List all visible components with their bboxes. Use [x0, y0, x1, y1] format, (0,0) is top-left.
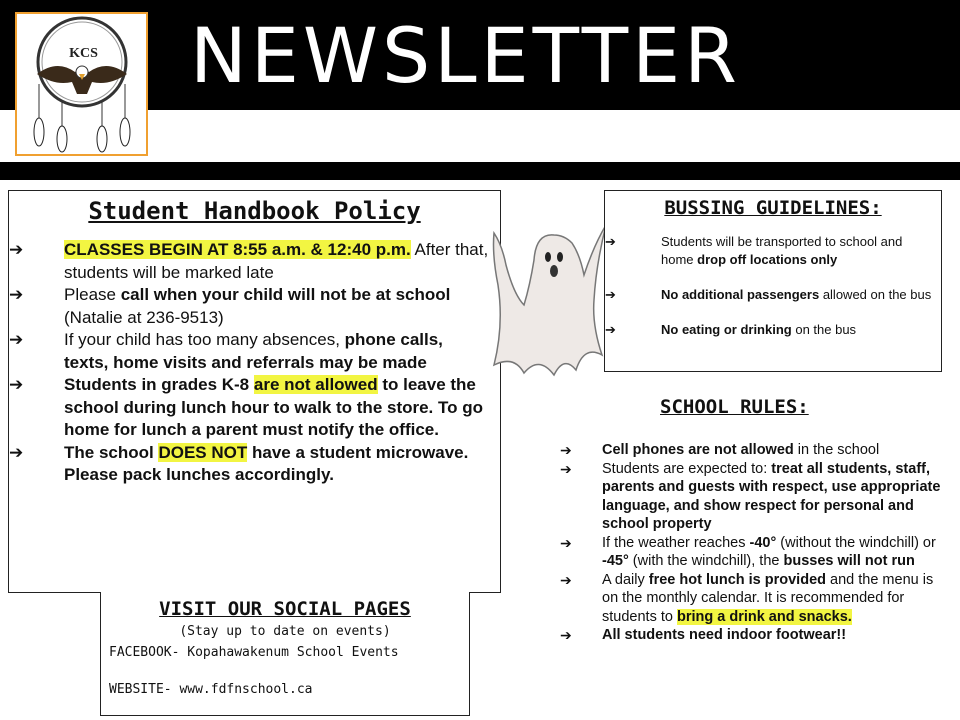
social-pages-box [100, 592, 470, 716]
dreamcatcher-eagle-logo [17, 14, 147, 154]
list-item [9, 442, 490, 487]
list-item [560, 460, 950, 534]
logo-text: KCS [69, 46, 98, 61]
list-item [9, 374, 490, 442]
item-text: The school [64, 442, 159, 462]
item-text: No eating or drinking [661, 322, 792, 337]
page-title: NEWSLETTER [190, 11, 741, 100]
bussing-heading: BUSSING GUIDELINES: [664, 197, 882, 219]
item-text: in the school [793, 442, 880, 458]
highlighted-text: are not allowed [253, 375, 378, 394]
item-text: No additional passengers [661, 287, 820, 302]
handbook-list [9, 239, 490, 487]
arrow-right-icon: ➔ [9, 442, 24, 462]
website-line: WEBSITE- www.fdfnschool.ca [109, 682, 313, 697]
item-text: Students in grades K-8 [64, 375, 254, 394]
bussing-list [605, 233, 941, 339]
arrow-right-icon: ➔ [9, 240, 24, 259]
list-item [560, 626, 950, 645]
item-text: Students will be transported to school and home [661, 234, 903, 267]
arrow-right-icon: ➔ [560, 534, 572, 551]
list-item [560, 441, 950, 460]
item-text: Please [64, 285, 121, 304]
item-text: -45° [602, 553, 629, 569]
arrow-right-icon: ➔ [560, 571, 572, 588]
handbook-policy-box [8, 190, 501, 593]
list-item [605, 286, 941, 304]
item-text: If your child has too many absences, [64, 330, 345, 349]
item-text: (without the windchill) or [776, 534, 936, 551]
list-item [560, 571, 950, 627]
arrow-right-icon: ➔ [605, 234, 616, 249]
arrow-right-icon: ➔ [560, 460, 572, 477]
arrow-right-icon: ➔ [560, 442, 572, 458]
arrow-right-icon: ➔ [605, 287, 616, 302]
list-item [9, 329, 490, 374]
item-text: allowed on the bus [819, 287, 932, 302]
list-item [605, 233, 941, 269]
arrow-right-icon: ➔ [605, 322, 616, 337]
item-text: treat all students, staff, parents and guests with respect, use appropriate language, and show respect for personal and school property [602, 460, 941, 532]
item-text: to leave the school during lunch hour to walk to the store. To go home for lunch a parent must notify the office. [64, 375, 484, 439]
list-item [9, 284, 490, 329]
header-underline-bar [0, 162, 960, 180]
item-text: After that, students will be marked late [64, 240, 489, 282]
arrow-right-icon: ➔ [9, 285, 24, 304]
item-text: busses will not run [783, 553, 915, 569]
item-text: and the menu is on the monthly calendar. It is recommended for students to [602, 571, 934, 625]
list-item [9, 239, 490, 284]
item-text: have a student microwave. Please pack lunches accordingly. [64, 442, 469, 484]
item-text: on the bus [791, 322, 857, 337]
item-text: drop off locations only [697, 252, 838, 267]
school-logo [15, 12, 148, 156]
item-text: (with the windchill), the [628, 553, 784, 569]
item-text: phone calls, texts, home visits and referrals may be made [64, 330, 443, 372]
item-text: -40° [749, 534, 777, 551]
item-text: (Natalie at 236-9513) [64, 307, 224, 327]
school-rules-list [560, 441, 950, 645]
highlighted-text: CLASSES BEGIN AT 8:55 a.m. & 12:40 p.m. [64, 240, 411, 259]
school-rules-heading: SCHOOL RULES: [660, 396, 809, 418]
arrow-right-icon: ➔ [560, 627, 572, 643]
social-subheading: (Stay up to date on events) [179, 624, 391, 639]
highlighted-text: DOES NOT [158, 442, 248, 462]
facebook-line: FACEBOOK- Kopahawakenum School Events [109, 645, 399, 660]
list-item [605, 321, 941, 339]
social-heading: VISIT OUR SOCIAL PAGES [159, 598, 411, 620]
arrow-right-icon: ➔ [9, 330, 24, 349]
item-text: Students are expected to: [602, 460, 772, 477]
bussing-guidelines-box [604, 190, 942, 372]
item-text: If the weather reaches [602, 534, 750, 551]
list-item [560, 534, 950, 571]
highlighted-text: bring a drink and snacks. [676, 608, 852, 625]
item-text: call when your child will not be at school [120, 285, 451, 304]
item-text: Cell phones are not allowed [602, 442, 794, 458]
item-text: A daily [602, 571, 649, 588]
handbook-heading: Student Handbook Policy [88, 197, 421, 225]
item-text: All students need indoor footwear!! [602, 627, 847, 643]
arrow-right-icon: ➔ [9, 375, 24, 394]
ghost-illustration [484, 205, 614, 385]
item-text: free hot lunch is provided [648, 571, 826, 588]
